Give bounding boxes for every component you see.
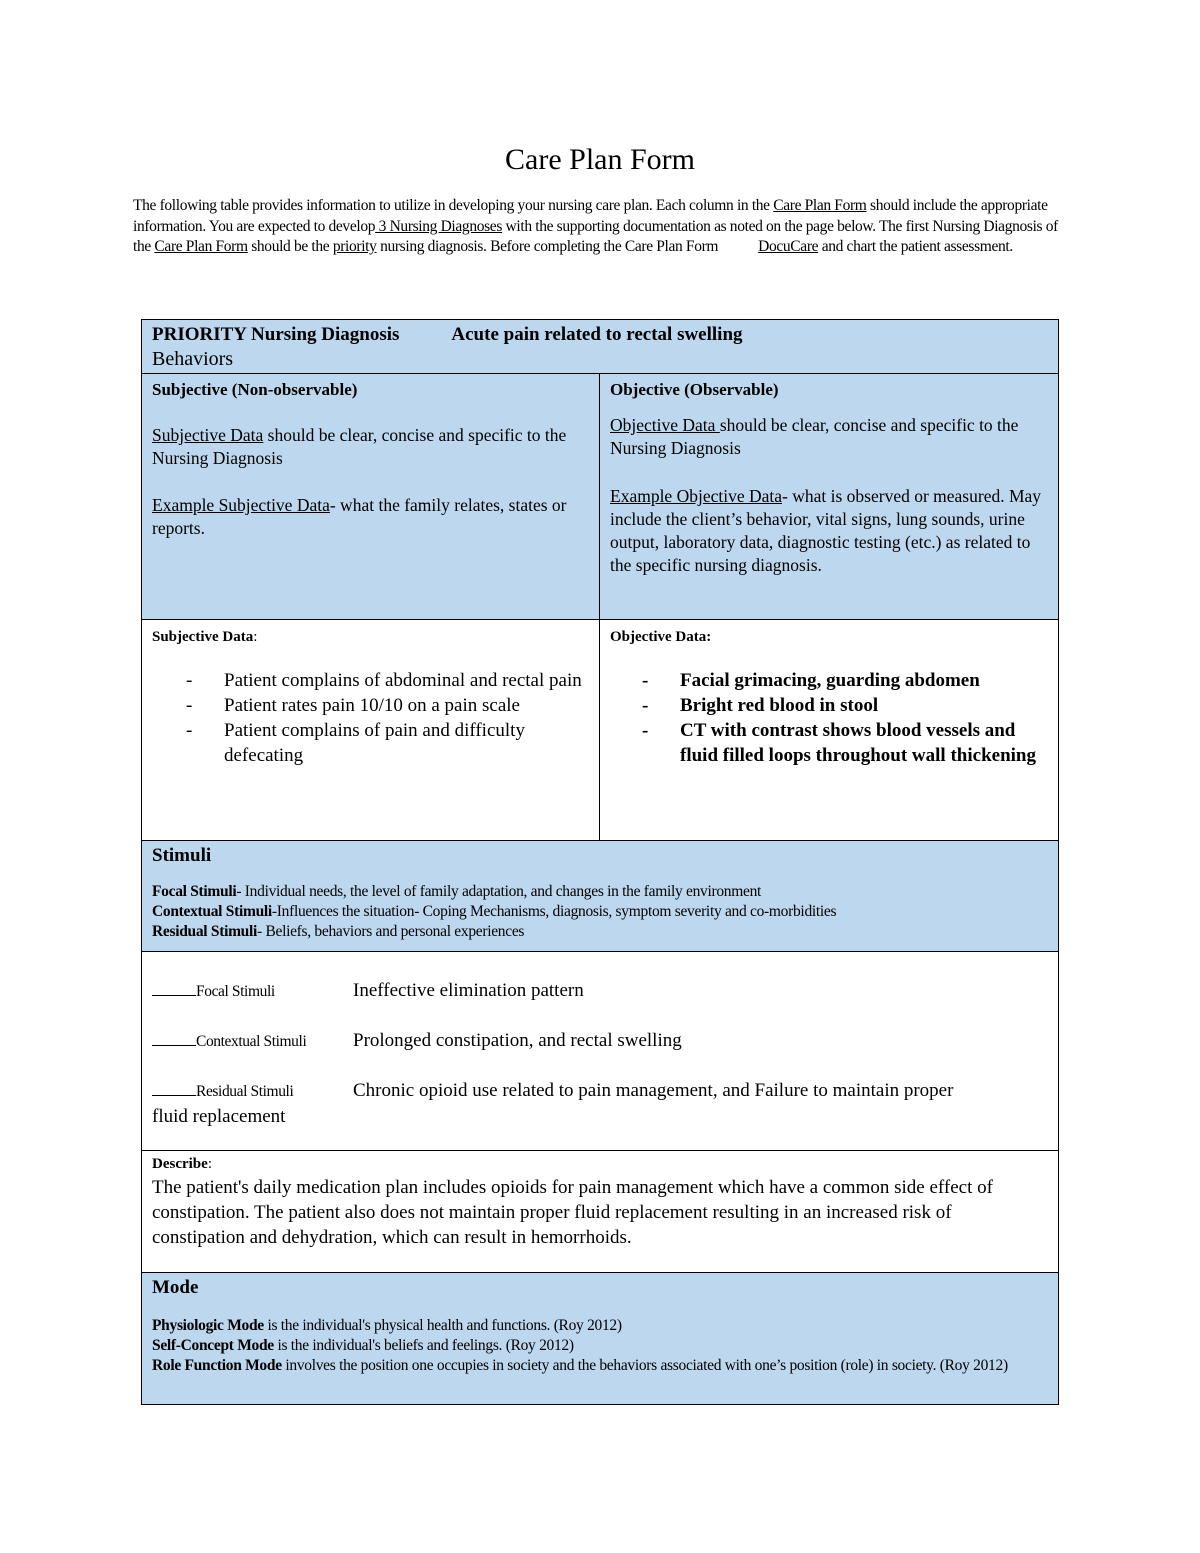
physiologic-mode-definition: Physiologic Mode is the individual's physical health and functions. (Roy 2012) [152,1317,622,1334]
contextual-stimuli-value: Prolonged constipation, and rectal swelling [353,1030,682,1051]
stimuli-row [142,952,1058,1151]
objective-guide-text: Objective Data should be clear, concise and specific to the Nursing Diagnosis [610,415,1019,458]
list-item: - Patient rates pain 10/10 on a pain scale [182,693,589,718]
objective-data-list [610,668,1048,768]
residual-stimuli-value: Chronic opioid use related to pain management, and Failure to maintain proper [353,1080,954,1101]
role-function-mode-definition: Role Function Mode involves the position one occupies in society and the behaviors associated with one’s position (role) in society. (Roy 2012) [152,1357,1008,1374]
residual-stimuli-value-cont: fluid replacement [152,1106,286,1127]
intro-paragraph: The following table provides information to utilize in developing your nursing care plan. Each column in the Care Plan Form should include the appropriate information. You are expected to develop 3 Nursing Diagnoses with the supporting documentation as noted on the page below. The first Nursing Diagnosis of the Care Plan Form should be the priority nursing diagnosis. Before completing the Care Plan Form DocuCare and chart the patient assessment. [133,197,1058,255]
subjective-guide-text: Subjective Data should be clear, concise and specific to the Nursing Diagnosis [152,425,567,468]
stimuli-guide-row [142,841,1058,952]
focal-stimuli-label: Focal Stimuli [196,983,275,1000]
mode-row [142,1273,1058,1404]
residual-stimuli-line [152,1078,1048,1104]
objective-data-label: Objective Data: [610,629,712,645]
list-item: - Facial grimacing, guarding abdomen [638,668,1048,693]
priority-row [142,320,1058,374]
contextual-stimuli-label: Contextual Stimuli [196,1033,307,1050]
residual-stimuli-label: Residual Stimuli [196,1083,294,1100]
subjective-data-cell [142,620,600,840]
list-item: - Bright red blood in stool [638,693,1048,718]
list-item: - Patient complains of pain and difficulty defecating [182,718,589,768]
mode-heading: Mode [152,1277,199,1298]
objective-heading: Objective (Observable) [610,380,779,399]
stimuli-heading: Stimuli [152,845,212,866]
priority-label: PRIORITY Nursing Diagnosis [152,324,400,345]
subjective-guide-cell [142,374,600,619]
describe-row [142,1151,1058,1273]
behaviors-label: Behaviors [152,348,234,370]
objective-example-text: Example Objective Data- what is observed or measured. May include the client’s behavior, vital signs, lung sounds, urine output, laboratory data, diagnostic testing (etc.) as related to the specific nursing diagnosis. [610,486,1042,575]
subjective-example-text: Example Subjective Data- what the family relates, states or reports. [152,495,567,538]
focal-stimuli-definition: Focal Stimuli- Individual needs, the level of family adaptation, and changes in the family environment [152,883,762,900]
describe-label: Describe: [152,1156,212,1172]
list-item: - CT with contrast shows blood vessels and fluid filled loops throughout wall thickening [638,718,1048,768]
subjective-data-label: Subjective Data: [152,629,258,645]
contextual-stimuli-line [152,1028,1048,1054]
objective-guide-cell [600,374,1058,619]
focal-blank [152,981,196,996]
care-plan-table [141,319,1059,1405]
contextual-stimuli-definition: Contextual Stimuli-Influences the situation- Coping Mechanisms, diagnosis, symptom severity and co-morbidities [152,903,837,920]
behaviors-guide-row [142,374,1058,620]
residual-stimuli-definition: Residual Stimuli- Beliefs, behaviors and personal experiences [152,923,525,940]
data-row [142,620,1058,841]
focal-stimuli-line [152,978,1048,1004]
list-item: - Patient complains of abdominal and rectal pain [182,668,589,693]
subjective-heading: Subjective (Non-observable) [152,380,358,399]
residual-blank [152,1081,196,1096]
contextual-blank [152,1031,196,1046]
subjective-data-list [152,668,589,768]
objective-data-cell [600,620,1058,840]
describe-text: The patient's daily medication plan includes opioids for pain management which have a common side effect of constipation. The patient also does not maintain proper fluid replacement resulting in an increased risk of constipation and dehydration, which can result in hemorrhoids. [152,1177,993,1248]
page-title: Care Plan Form [505,143,695,176]
focal-stimuli-value: Ineffective elimination pattern [353,980,584,1001]
priority-diagnosis: Acute pain related to rectal swelling [451,324,743,345]
self-concept-mode-definition: Self-Concept Mode is the individual's beliefs and feelings. (Roy 2012) [152,1337,574,1354]
